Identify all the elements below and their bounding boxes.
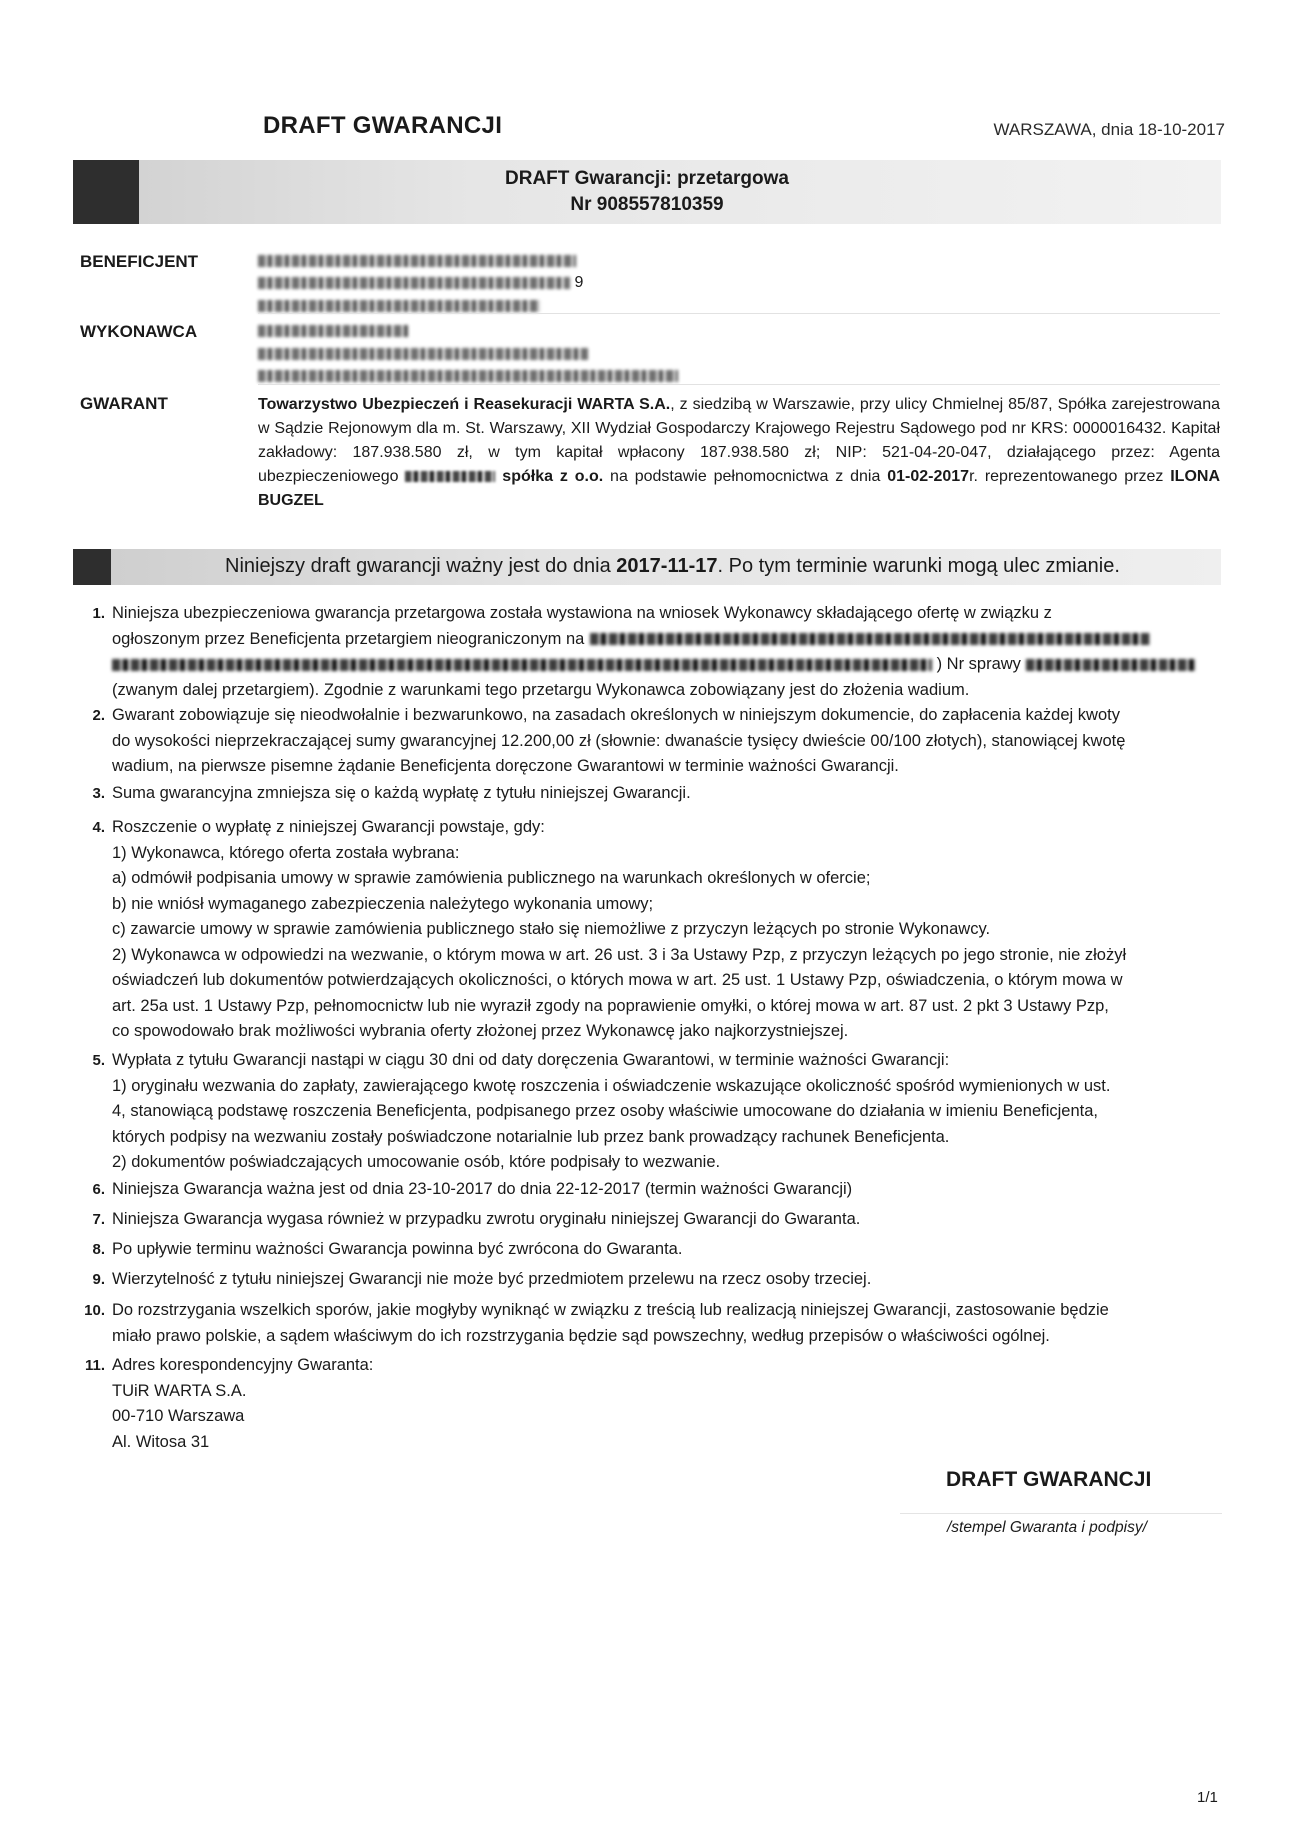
tender-name-redacted — [112, 659, 932, 671]
item-text: c) zawarcie umowy w sprawie zamówienia publicznego stało się niemożliwe z przyczyn leżących po stronie Wykonawcy. — [112, 920, 991, 938]
item-text: Suma gwarancyjna zmniejsza się o każdą wypłatę z tytułu niniejszej Gwarancji. — [112, 784, 691, 802]
item-number: 4. — [92, 819, 105, 836]
item-text: Wypłata z tytułu Gwarancji nastąpi w ciągu 30 dni od daty doręczenia Gwarantowi, w terminie ważności Gwarancji: — [112, 1051, 950, 1069]
address-company: TUiR WARTA S.A. — [112, 1381, 247, 1400]
list-item-7 — [92, 1207, 1222, 1233]
item-number: 1. — [92, 605, 105, 622]
list-item-10 — [84, 1298, 1222, 1349]
case-number-redacted — [1026, 659, 1196, 671]
agent-suffix: spółka z o.o. — [502, 468, 604, 485]
item-text: Gwarant zobowiązuje się nieodwołalnie i bezwarunkowo, na zasadach określonych w niniejszym dokumencie, do zapłacenia każdej kwoty — [112, 706, 1120, 724]
item-text: 1) oryginału wezwania do zapłaty, zawierającego kwotę roszczenia i oświadczenie wskazujące okoliczność spośród wymienionych w ust. — [112, 1076, 1111, 1095]
item-text: wadium, na pierwsze pisemne żądanie Beneficjenta doręczone Gwarantowi w terminie ważności Gwarancji. — [112, 757, 899, 775]
gwarant-text-1: , z siedzibą w Warszawie, przy ulicy Chmielnej 85/87, Spółka zarejestrowana w Sądzie Rejonowym dla m. St. Warszawy, XII Wydział Gospodarczy Krajowego Rejestru Sądowego pod nr KRS: 0000016432. Kapitał zakładowy: 187.938.580 zł, w tym kapitał wpłacony 187.938.580 zł; NIP: 521-04-20-047, działającego przez: Agenta ubezpieczeniowego — [258, 396, 1220, 485]
item-number: 8. — [92, 1241, 105, 1258]
signature-title: DRAFT GWARANCJI — [946, 1468, 1152, 1491]
list-item-5 — [92, 1048, 1222, 1176]
list-item-11 — [84, 1353, 1222, 1455]
item-text — [112, 627, 1222, 653]
item-text: (zwanym dalej przetargiem). Zgodnie z warunkami tego przetargu Wykonawca zobowiązany jest do złożenia wadium. — [112, 680, 970, 699]
tender-name-redacted — [590, 633, 1150, 645]
item-text: art. 25a ust. 1 Ustawy Pzp, pełnomocnictw lub nie wyraził zgody na poprawienie omyłki, o której mowa w art. 87 ust. 2 pkt 3 Ustawy Pzp, — [112, 996, 1109, 1015]
wykonawca-name-redacted — [258, 322, 408, 340]
item-text: 2) dokumentów poświadczających umocowanie osób, które podpisały to wezwanie. — [112, 1153, 721, 1171]
item-number: 3. — [92, 785, 105, 802]
item-text: Adres korespondencyjny Gwaranta: — [112, 1356, 374, 1374]
item-number: 6. — [92, 1181, 105, 1198]
item-text — [112, 652, 1222, 678]
divider — [258, 384, 1220, 385]
band-marker — [73, 549, 111, 585]
item-text-part: ) Nr sprawy — [936, 655, 1021, 673]
list-item-8 — [92, 1237, 1222, 1263]
item-text: b) nie wniósł wymaganego zabezpieczenia należytego wykonania umowy; — [112, 894, 654, 913]
signature-caption: /stempel Gwaranta i podpisy/ — [947, 1519, 1147, 1536]
agent-name-redacted — [405, 471, 495, 482]
signature-line — [900, 1513, 1222, 1514]
item-text: oświadczeń lub dokumentów potwierdzających okoliczności, o których mowa w art. 25 ust. 1 Ustawy Pzp, oświadczenia, o którym mowa w — [112, 971, 1123, 989]
item-text: miało prawo polskie, a sądem właściwym do ich rozstrzygania będzie sąd powszechny, według przepisów o właściwości ogólnej. — [112, 1326, 1050, 1345]
list-item-3 — [92, 781, 1222, 807]
guarantee-number: Nr 908557810359 — [570, 194, 724, 215]
item-text: do wysokości nieprzekraczającej sumy gwarancyjnej 12.200,00 zł (słownie: dwanaście tysięcy dwieście 00/100 złotych), stanowiącej kwotę — [112, 731, 1126, 750]
poa-date: 01-02-2017 — [887, 468, 970, 485]
wykonawca-address-redacted — [258, 345, 588, 363]
item-text: 2) Wykonawca w odpowiedzi na wezwanie, o którym mowa w art. 26 ust. 3 i 3a Ustawy Pzp, z przyczyn leżących po jego stronie, nie złożył — [112, 945, 1127, 964]
item-number: 7. — [92, 1211, 105, 1228]
list-item-9 — [92, 1267, 1222, 1293]
address-street: Al. Witosa 31 — [112, 1432, 210, 1451]
item-text: Roszczenie o wypłatę z niniejszej Gwarancji powstaje, gdy: — [112, 818, 545, 836]
guarantee-type: DRAFT Gwarancji: przetargowa — [505, 168, 789, 189]
item-number: 5. — [92, 1052, 105, 1069]
guarantee-type-band — [73, 160, 1221, 224]
item-text: 4, stanowiącą podstawę roszczenia Beneficjenta, podpisanego przez osoby właściwie umocowane do działania w imieniu Beneficjenta, — [112, 1102, 1098, 1120]
item-text: 1) Wykonawca, którego oferta została wybrana: — [112, 843, 460, 862]
gwarant-text-2: na podstawie pełnomocnictwa z dnia — [603, 468, 888, 485]
item-number: 9. — [92, 1271, 105, 1288]
beneficjent-address-redacted — [258, 274, 583, 292]
wykonawca-details-redacted — [258, 367, 678, 385]
gwarant-text-3: r. reprezentowanego przez — [969, 468, 1171, 485]
page-number: 1/1 — [1197, 1789, 1218, 1806]
list-item-1 — [92, 601, 1222, 703]
item-text: co spowodowało brak możliwości wybrania oferty złożonej przez Wykonawcę jako najkorzystniejszej. — [112, 1022, 849, 1040]
list-item-2 — [92, 703, 1222, 780]
item-text: Niniejsza Gwarancja wygasa również w przypadku zwrotu oryginału niniejszej Gwarancji do Gwaranta. — [112, 1210, 861, 1228]
list-item-4 — [92, 815, 1222, 1045]
beneficjent-name-redacted — [258, 252, 576, 270]
validity-suffix: . Po tym terminie warunki mogą ulec zmianie. — [717, 555, 1120, 577]
divider — [258, 313, 1220, 314]
item-text: Po upływie terminu ważności Gwarancja powinna być zwrócona do Gwaranta. — [112, 1240, 683, 1258]
item-text-part: ogłoszonym przez Beneficjenta przetargiem nieograniczonym na — [112, 629, 585, 648]
item-text: których podpisy na wezwaniu zostały poświadczone notarialnie lub przez bank prowadzący rachunek Beneficjenta. — [112, 1127, 950, 1146]
item-text: Niniejsza ubezpieczeniowa gwarancja przetargowa została wystawiona na wniosek Wykonawcy składającego ofertę w związku z — [112, 604, 1052, 622]
beneficjent-label: BENEFICJENT — [80, 252, 199, 271]
item-number: 11. — [84, 1357, 105, 1374]
gwarant-company: Towarzystwo Ubezpieczeń i Reasekuracji WARTA S.A. — [258, 396, 671, 413]
city-date: WARSZAWA, dnia 18-10-2017 — [993, 120, 1225, 139]
validity-prefix: Niniejszy draft gwarancji ważny jest do dnia — [225, 555, 617, 577]
representative-name: ILONA BUGZEL — [258, 468, 1221, 509]
validity-date: 2017-11-17 — [616, 555, 718, 577]
gwarant-label: GWARANT — [80, 394, 168, 413]
item-text: a) odmówił podpisania umowy w sprawie zamówienia publicznego na warunkach określonych w ofercie; — [112, 869, 871, 887]
address-postal: 00-710 Warszawa — [112, 1407, 245, 1425]
beneficjent-address-tail: 9 — [574, 274, 584, 291]
item-number: 10. — [84, 1302, 105, 1319]
gwarant-description — [258, 393, 1220, 513]
validity-notice — [225, 555, 1120, 578]
validity-band — [73, 549, 1221, 585]
item-text: Niniejsza Gwarancja ważna jest od dnia 23-10-2017 do dnia 22-12-2017 (termin ważności Gwarancji) — [112, 1180, 853, 1198]
item-text: Wierzytelność z tytułu niniejszej Gwarancji nie może być przedmiotem przelewu na rzecz osoby trzeciej. — [112, 1270, 872, 1288]
item-text: Do rozstrzygania wszelkich sporów, jakie mogłyby wyniknąć w związku z treścią lub realizacją niniejszej Gwarancji, zastosowanie będzie — [112, 1301, 1109, 1319]
wykonawca-label: WYKONAWCA — [80, 322, 198, 341]
document-title: DRAFT GWARANCJI — [263, 112, 503, 139]
list-item-6 — [92, 1177, 1222, 1203]
item-number: 2. — [92, 707, 105, 724]
